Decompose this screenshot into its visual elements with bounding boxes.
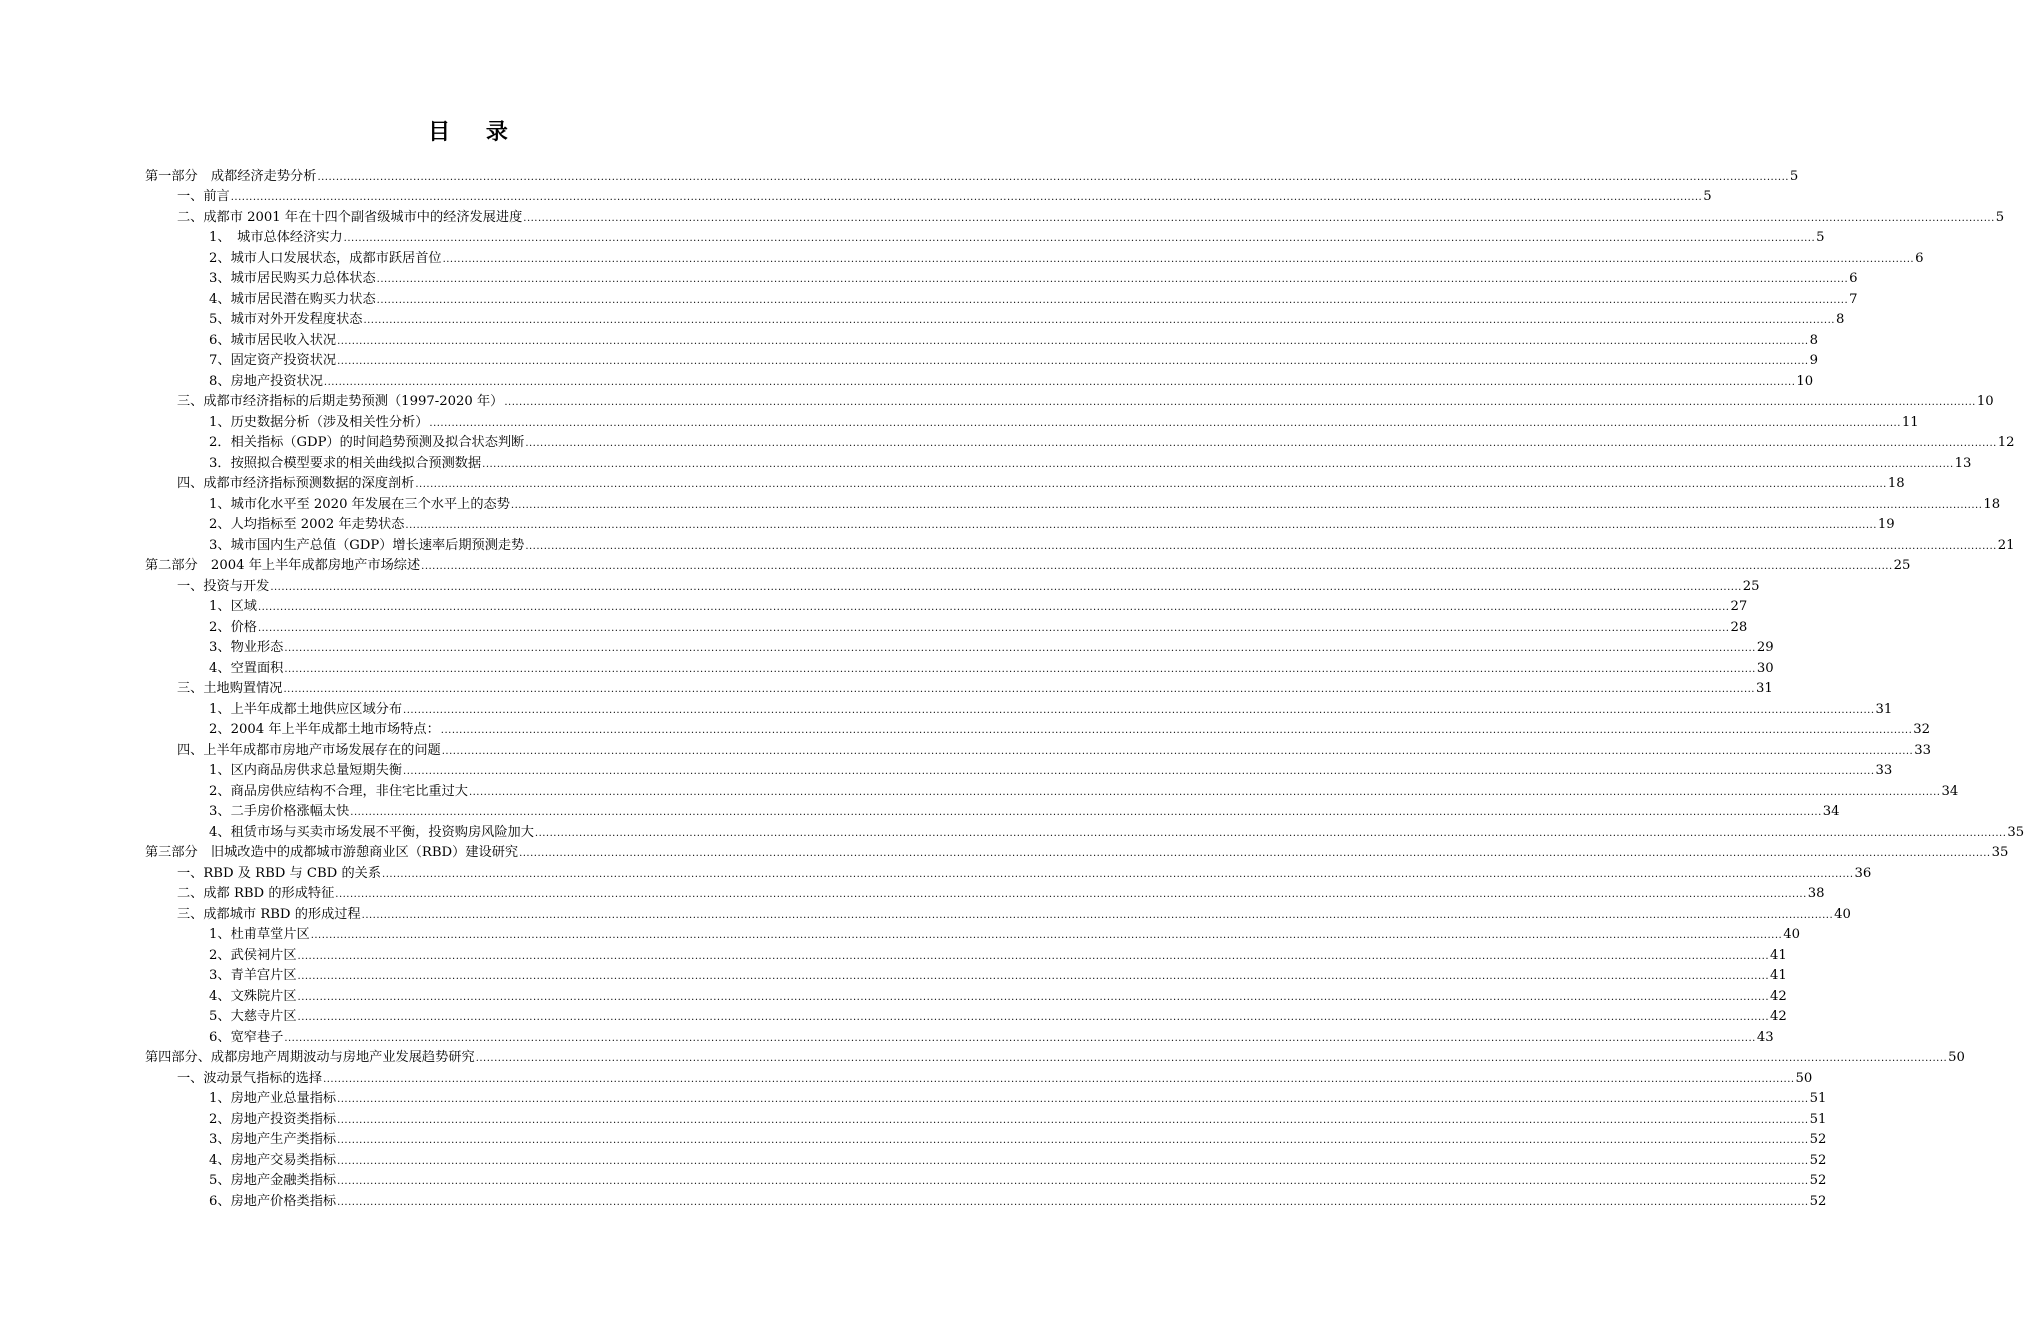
toc-entry[interactable]	[145, 984, 1787, 1005]
toc-entry[interactable]	[145, 656, 1774, 677]
dot-leader: ................................................................................................................................................................................................................................................................................................................................................................................................................	[337, 1196, 1809, 1208]
toc-entry-title: 3、城市居民购买力总体状态	[209, 271, 376, 286]
dot-leader: ................................................................................................................................................................................................................................................................................................................................................................................................................	[403, 704, 1875, 716]
toc-entry-page-number: 8	[1809, 332, 1818, 348]
toc-entry-page-number: 31	[1875, 701, 1893, 717]
toc-entry-page-number: 41	[1770, 947, 1787, 963]
toc-entry-title: 6、宽窄巷子	[209, 1029, 284, 1045]
toc-entry-title: 四、上半年成都市房地产市场发展存在的问题	[177, 742, 441, 758]
toc-entry[interactable]	[145, 513, 1895, 534]
toc-entry-page-number: 35	[1991, 845, 2009, 860]
dot-leader: ................................................................................................................................................................................................................................................................................................................................................................................................................	[523, 212, 1995, 224]
toc-entry-title: 4、城市居民潜在购买力状态	[209, 291, 376, 307]
toc-entry[interactable]	[145, 492, 2001, 513]
toc-entry-page-number: 50	[1948, 1050, 1965, 1065]
toc-entry-title: 4、文殊院片区	[209, 988, 297, 1004]
toc-entry-page-number: 8	[1835, 312, 1845, 327]
toc-entry[interactable]	[145, 779, 1959, 800]
toc-entry-title: 第二部分 2004 年上半年成都房地产市场综述	[145, 558, 421, 573]
toc-entry-page-number: 10	[1976, 394, 1994, 409]
toc-entry[interactable]	[145, 1005, 1787, 1026]
toc-entry-title: 四、成都市经济指标预测数据的深度剖析	[177, 476, 415, 491]
toc-entry[interactable]	[145, 800, 1840, 821]
dot-leader: ................................................................................................................................................................................................................................................................................................................................................................................................................	[442, 253, 1915, 265]
toc-entry-title: 5、大慈寺片区	[209, 1009, 297, 1024]
toc-entry-page-number: 25	[1742, 578, 1760, 594]
toc-entry-page-number: 13	[1954, 455, 1972, 471]
dot-leader: ................................................................................................................................................................................................................................................................................................................................................................................................................	[297, 991, 1769, 1003]
dot-leader: ................................................................................................................................................................................................................................................................................................................................................................................................................	[337, 1155, 1809, 1167]
toc-entry-title: 4、租赁市场与买卖市场发展不平衡，投资购房风险加大	[209, 824, 534, 840]
toc-entry-page-number: 35	[2007, 824, 2024, 840]
toc-entry-page-number: 28	[1730, 619, 1748, 635]
dot-leader: ................................................................................................................................................................................................................................................................................................................................................................................................................	[482, 458, 1954, 470]
toc-entry-title: 二、成都 RBD 的形成特征	[177, 886, 335, 901]
toc-entry-page-number: 5	[1816, 230, 1825, 245]
toc-entry-page-number: 34	[1941, 783, 1959, 799]
toc-entry[interactable]	[145, 1046, 1965, 1067]
toc-entry-title: 第一部分 成都经济走势分析	[145, 168, 317, 184]
dot-leader: ................................................................................................................................................................................................................................................................................................................................................................................................................	[337, 1135, 1809, 1146]
toc-entry-page-number: 5	[1703, 189, 1712, 204]
toc-entry[interactable]	[145, 554, 1911, 575]
toc-entry-page-number: 32	[1913, 722, 1931, 737]
toc-entry-title: 2、武侯祠片区	[209, 947, 297, 963]
toc-entry[interactable]	[145, 595, 1748, 616]
toc-entry-page-number: 10	[1796, 373, 1814, 389]
dot-leader: ................................................................................................................................................................................................................................................................................................................................................................................................................	[475, 1053, 1948, 1064]
dot-leader: ................................................................................................................................................................................................................................................................................................................................................................................................................	[343, 233, 1816, 244]
toc-entry[interactable]	[145, 718, 1931, 739]
toc-entry[interactable]	[145, 882, 1825, 903]
toc-entry-title: 1、区内商品房供求总量短期失衡	[209, 763, 403, 778]
dot-leader: ................................................................................................................................................................................................................................................................................................................................................................................................................	[403, 766, 1875, 777]
toc-entry-title: 2．相关指标（GDP）的时间趋势预测及拟合状态判断	[209, 435, 525, 450]
toc-entry-title: 一、波动景气指标的选择	[177, 1070, 323, 1086]
toc-entry-page-number: 30	[1756, 660, 1774, 676]
toc-entry-page-number: 52	[1809, 1132, 1827, 1147]
toc-entry-title: 2、价格	[209, 619, 257, 635]
toc-entry[interactable]	[145, 451, 1972, 472]
toc-entry-page-number: 25	[1893, 558, 1911, 573]
toc-entry[interactable]	[145, 246, 1924, 267]
toc-entry-title: 1、区域	[209, 599, 257, 614]
toc-entry-title: 一、RBD 及 RBD 与 CBD 的关系	[177, 865, 382, 881]
dot-leader: ................................................................................................................................................................................................................................................................................................................................................................................................................	[519, 848, 1991, 859]
toc-entry-title: 三、成都城市 RBD 的形成过程	[177, 906, 361, 922]
toc-entry-title: 3、物业形态	[209, 640, 284, 655]
dot-leader: ................................................................................................................................................................................................................................................................................................................................................................................................................	[440, 725, 1913, 736]
toc-entry[interactable]	[145, 431, 2015, 452]
dot-leader: ................................................................................................................................................................................................................................................................................................................................................................................................................	[283, 684, 1755, 695]
toc-entry[interactable]	[145, 328, 1818, 349]
toc-entry-title: 4、房地产交易类指标	[209, 1152, 337, 1168]
dot-leader: ................................................................................................................................................................................................................................................................................................................................................................................................................	[284, 1032, 1756, 1044]
toc-entry-page-number: 40	[1783, 927, 1800, 942]
toc-entry-title: 1、城市化水平至 2020 年发展在三个水平上的态势	[209, 496, 510, 512]
toc-entry[interactable]	[145, 472, 1905, 493]
dot-leader: ................................................................................................................................................................................................................................................................................................................................................................................................................	[382, 868, 1854, 880]
toc-entry-title: 第四部分、成都房地产周期波动与房地产业发展趋势研究	[145, 1050, 475, 1065]
toc-entry-title: 2、商品房供应结构不合理，非住宅比重过大	[209, 783, 468, 799]
toc-entry[interactable]	[145, 1189, 1827, 1210]
page-title: 目 录	[428, 120, 522, 145]
toc-entry-page-number: 41	[1770, 968, 1787, 983]
toc-entry-title: 第三部分 旧城改造中的成都城市游憩商业区（RBD）建设研究	[145, 845, 519, 860]
toc-entry[interactable]	[145, 861, 1872, 882]
toc-entry-title: 1、房地产业总量指标	[209, 1091, 337, 1106]
toc-entry[interactable]	[145, 1025, 1774, 1046]
toc-entry[interactable]	[145, 226, 1825, 247]
toc-entry[interactable]	[145, 1107, 1827, 1128]
dot-leader: ................................................................................................................................................................................................................................................................................................................................................................................................................	[310, 930, 1783, 941]
toc-entry-title: 6、房地产价格类指标	[209, 1193, 337, 1209]
toc-entry-page-number: 6	[1849, 271, 1858, 286]
table-of-contents	[145, 164, 2024, 1210]
toc-entry[interactable]	[145, 759, 1893, 780]
toc-entry-title: 2、房地产投资类指标	[209, 1111, 337, 1127]
toc-entry-page-number: 42	[1770, 988, 1787, 1004]
dot-leader: ................................................................................................................................................................................................................................................................................................................................................................................................................	[376, 274, 1849, 285]
dot-leader: ................................................................................................................................................................................................................................................................................................................................................................................................................	[297, 971, 1769, 982]
toc-entry[interactable]	[145, 533, 2015, 554]
toc-entry-page-number: 18	[1983, 496, 2001, 512]
dot-leader: ................................................................................................................................................................................................................................................................................................................................................................................................................	[510, 499, 1983, 511]
toc-entry-page-number: 18	[1887, 476, 1905, 491]
toc-entry-title: 1、杜甫草堂片区	[209, 927, 310, 942]
toc-entry-title: 3、青羊宫片区	[209, 968, 297, 983]
toc-entry-page-number: 7	[1849, 291, 1858, 307]
toc-entry[interactable]	[145, 615, 1748, 636]
toc-entry-page-number: 9	[1809, 353, 1818, 368]
toc-entry-title: 1、 城市总体经济实力	[209, 230, 343, 245]
toc-entry[interactable]	[145, 636, 1774, 657]
toc-entry[interactable]	[145, 185, 1712, 206]
dot-leader: ................................................................................................................................................................................................................................................................................................................................................................................................................	[350, 807, 1822, 818]
toc-entry-title: 4、空置面积	[209, 660, 284, 676]
dot-leader: ................................................................................................................................................................................................................................................................................................................................................................................................................	[297, 1012, 1769, 1023]
dot-leader: ................................................................................................................................................................................................................................................................................................................................................................................................................	[421, 561, 1893, 572]
toc-entry[interactable]	[145, 1169, 1827, 1190]
toc-entry-page-number: 51	[1809, 1091, 1827, 1106]
dot-leader: ................................................................................................................................................................................................................................................................................................................................................................................................................	[230, 192, 1703, 203]
dot-leader: ................................................................................................................................................................................................................................................................................................................................................................................................................	[257, 622, 1730, 634]
toc-entry-page-number: 36	[1854, 865, 1872, 881]
toc-entry-page-number: 33	[1914, 742, 1932, 758]
toc-entry-page-number: 50	[1795, 1070, 1813, 1086]
toc-entry-title: 7、固定资产投资状况	[209, 353, 337, 368]
dot-leader: ................................................................................................................................................................................................................................................................................................................................................................................................................	[363, 315, 1835, 326]
toc-entry-page-number: 5	[1995, 209, 2005, 225]
toc-entry[interactable]	[145, 308, 1845, 329]
dot-leader: ................................................................................................................................................................................................................................................................................................................................................................................................................	[257, 602, 1730, 613]
toc-entry-title: 2、人均指标至 2002 年走势状态	[209, 517, 405, 532]
dot-leader: ................................................................................................................................................................................................................................................................................................................................................................................................................	[337, 1094, 1809, 1105]
dot-leader: ................................................................................................................................................................................................................................................................................................................................................................................................................	[361, 909, 1834, 921]
toc-entry-page-number: 11	[1901, 414, 1919, 430]
toc-entry-page-number: 51	[1809, 1111, 1827, 1127]
toc-entry-page-number: 5	[1789, 168, 1799, 184]
toc-entry-page-number: 42	[1770, 1009, 1787, 1024]
dot-leader: ................................................................................................................................................................................................................................................................................................................................................................................................................	[323, 1073, 1795, 1085]
toc-entry[interactable]	[145, 902, 1851, 923]
toc-entry-page-number: 27	[1730, 599, 1748, 614]
toc-entry-page-number: 40	[1834, 906, 1851, 922]
toc-entry[interactable]	[145, 697, 1893, 718]
toc-entry-title: 6、城市居民收入状况	[209, 332, 337, 348]
toc-entry-page-number: 12	[1997, 435, 2015, 450]
dot-leader: ................................................................................................................................................................................................................................................................................................................................................................................................................	[337, 356, 1809, 367]
toc-entry-title: 一、投资与开发	[177, 578, 270, 594]
dot-leader: ................................................................................................................................................................................................................................................................................................................................................................................................................	[270, 581, 1742, 593]
toc-entry-title: 2、2004 年上半年成都土地市场特点：	[209, 722, 440, 737]
toc-entry-title: 一、前言	[177, 189, 230, 204]
toc-entry[interactable]	[145, 267, 1858, 288]
toc-entry[interactable]	[145, 820, 2024, 841]
toc-entry-title: 5、房地产金融类指标	[209, 1173, 337, 1188]
toc-entry[interactable]	[145, 349, 1818, 370]
toc-entry[interactable]	[145, 1128, 1827, 1149]
toc-entry[interactable]	[145, 841, 2009, 862]
toc-entry[interactable]	[145, 1066, 1813, 1087]
toc-entry-title: 三、成都市经济指标的后期走势预测（1997-2020 年）	[177, 394, 504, 409]
toc-entry[interactable]	[145, 964, 1787, 985]
toc-entry-title: 8、房地产投资状况	[209, 373, 323, 389]
dot-leader: ................................................................................................................................................................................................................................................................................................................................................................................................................	[405, 520, 1877, 531]
dot-leader: ................................................................................................................................................................................................................................................................................................................................................................................................................	[284, 643, 1756, 654]
dot-leader: ................................................................................................................................................................................................................................................................................................................................................................................................................	[504, 397, 1976, 408]
dot-leader: ................................................................................................................................................................................................................................................................................................................................................................................................................	[376, 294, 1849, 306]
toc-entry-title: 3、城市国内生产总值（GDP）增长速率后期预测走势	[209, 537, 525, 553]
toc-entry[interactable]	[145, 410, 1919, 431]
toc-entry-page-number: 33	[1875, 763, 1893, 778]
toc-entry-title: 二、成都市 2001 年在十四个副省级城市中的经济发展进度	[177, 209, 523, 225]
toc-entry-title: 1、历史数据分析（涉及相关性分析）	[209, 414, 429, 430]
dot-leader: ................................................................................................................................................................................................................................................................................................................................................................................................................	[441, 745, 1914, 757]
toc-entry[interactable]	[145, 164, 1799, 185]
dot-leader: ................................................................................................................................................................................................................................................................................................................................................................................................................	[337, 1114, 1809, 1126]
dot-leader: ................................................................................................................................................................................................................................................................................................................................................................................................................	[335, 889, 1807, 900]
toc-entry-page-number: 52	[1809, 1152, 1827, 1168]
toc-entry-title: 三、土地购置情况	[177, 681, 283, 696]
dot-leader: ................................................................................................................................................................................................................................................................................................................................................................................................................	[415, 479, 1887, 490]
dot-leader: ................................................................................................................................................................................................................................................................................................................................................................................................................	[297, 950, 1769, 962]
toc-entry-title: 3、房地产生产类指标	[209, 1132, 337, 1147]
toc-entry[interactable]	[145, 390, 1994, 411]
dot-leader: ................................................................................................................................................................................................................................................................................................................................................................................................................	[429, 417, 1901, 429]
toc-entry-page-number: 29	[1756, 640, 1774, 655]
toc-entry-title: 1、上半年成都土地供应区域分布	[209, 701, 403, 717]
dot-leader: ................................................................................................................................................................................................................................................................................................................................................................................................................	[317, 171, 1789, 183]
toc-entry-page-number: 38	[1807, 886, 1825, 901]
toc-entry[interactable]	[145, 205, 2005, 226]
dot-leader: ................................................................................................................................................................................................................................................................................................................................................................................................................	[337, 1176, 1809, 1187]
toc-entry[interactable]	[145, 943, 1787, 964]
toc-entry[interactable]	[145, 923, 1800, 944]
toc-entry-page-number: 21	[1997, 537, 2015, 553]
dot-leader: ................................................................................................................................................................................................................................................................................................................................................................................................................	[337, 335, 1809, 347]
toc-entry-page-number: 52	[1809, 1193, 1827, 1209]
dot-leader: ................................................................................................................................................................................................................................................................................................................................................................................................................	[468, 786, 1941, 798]
dot-leader: ................................................................................................................................................................................................................................................................................................................................................................................................................	[525, 438, 1997, 449]
toc-entry[interactable]	[145, 677, 1773, 698]
dot-leader: ................................................................................................................................................................................................................................................................................................................................................................................................................	[284, 663, 1756, 675]
toc-entry-page-number: 6	[1915, 250, 1924, 266]
toc-entry-page-number: 31	[1755, 681, 1773, 696]
toc-entry-page-number: 52	[1809, 1173, 1827, 1188]
dot-leader: ................................................................................................................................................................................................................................................................................................................................................................................................................	[534, 827, 2007, 839]
toc-entry-page-number: 43	[1756, 1029, 1774, 1045]
dot-leader: ................................................................................................................................................................................................................................................................................................................................................................................................................	[323, 376, 1796, 388]
toc-entry-title: 3．按照拟合模型要求的相关曲线拟合预测数据	[209, 455, 482, 471]
toc-entry-page-number: 19	[1877, 517, 1895, 532]
toc-entry[interactable]	[145, 1148, 1827, 1169]
toc-entry-title: 2、城市人口发展状态，成都市跃居首位	[209, 250, 442, 266]
toc-entry-title: 3、二手房价格涨幅太快	[209, 804, 350, 819]
toc-entry[interactable]	[145, 287, 1858, 308]
toc-entry[interactable]	[145, 369, 1814, 390]
toc-entry[interactable]	[145, 738, 1932, 759]
toc-entry-page-number: 34	[1822, 804, 1840, 819]
toc-entry[interactable]	[145, 574, 1760, 595]
dot-leader: ................................................................................................................................................................................................................................................................................................................................................................................................................	[525, 540, 1997, 552]
toc-entry[interactable]	[145, 1087, 1827, 1108]
toc-entry-title: 5、城市对外开发程度状态	[209, 312, 363, 327]
